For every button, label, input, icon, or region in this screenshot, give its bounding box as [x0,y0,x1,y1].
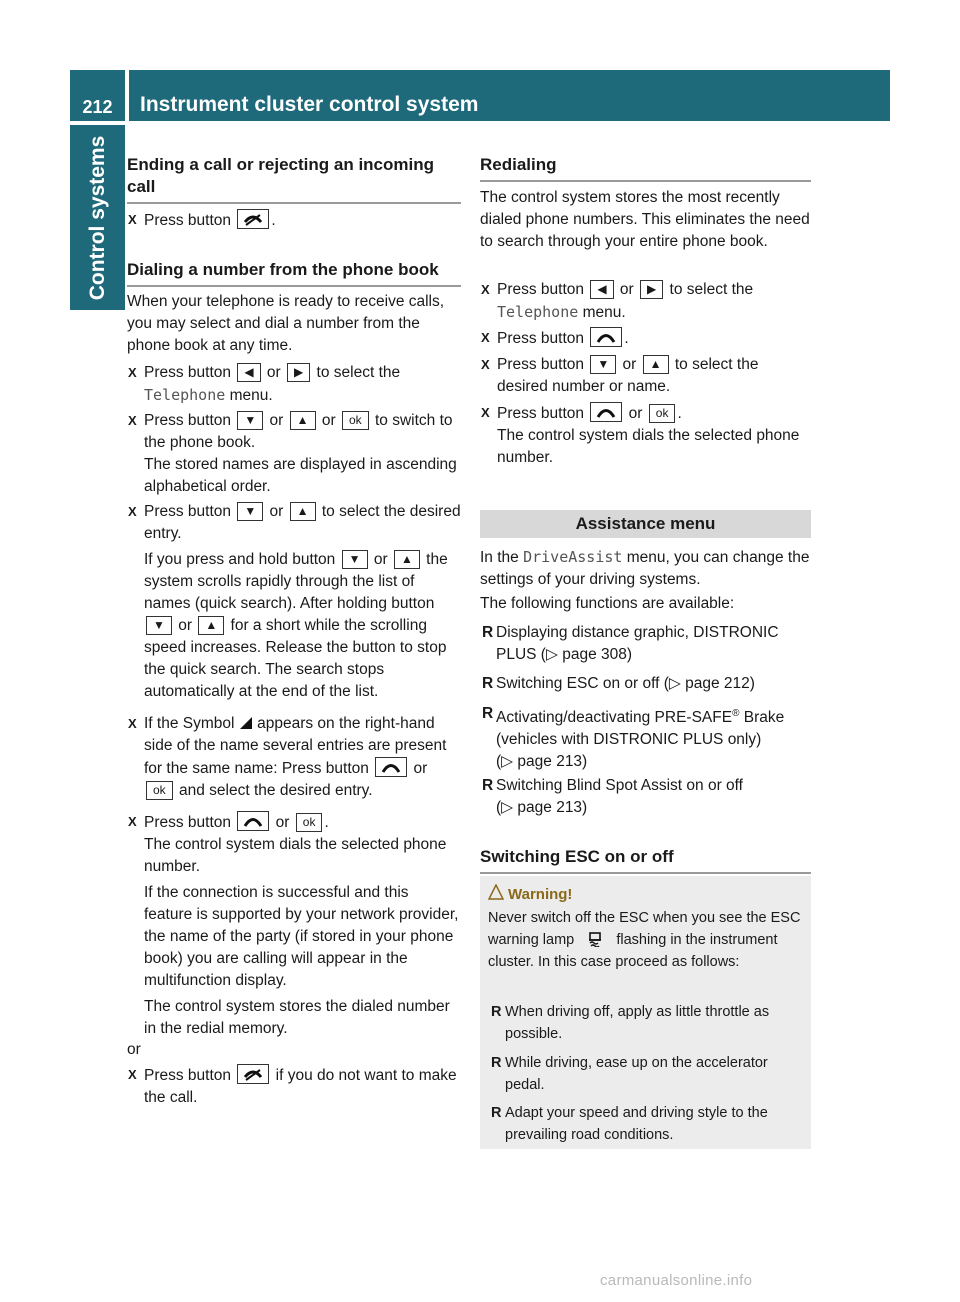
left-arrow-key-icon: ◀ [590,280,613,299]
section-tab-label: Control systems [85,135,109,300]
right-arrow-key-icon: ▶ [640,280,663,299]
warning-bullet: R While driving, ease up on the accelerator pedal. [488,1052,806,1096]
ok-key-icon: ok [342,411,369,430]
up-key-icon: ▲ [198,616,224,635]
redial-step-telephone-menu: X Press button ◀ or ▶ to select the Telephone menu. [481,281,754,321]
bullet-icon: R [491,1004,502,1020]
driveassist-menu-label: DriveAssist [523,548,623,566]
bullet-icon: R [491,1055,502,1071]
function-pre-safe-brake: R Activating/deactivating PRE-SAFE® Brake (vehicles with DISTRONIC PLUS only) (▷ page 213) [482,705,785,771]
step-cancel-call: X Press button if you do not want to make the call. [127,1064,461,1109]
section-tab [70,125,125,310]
page-ref-icon: ▷ [545,646,558,663]
page-number: 212 [70,70,125,121]
step-arrow-icon: X [128,365,137,380]
step-select-telephone-menu: X Press button ◀ or ▶ to select the Telephone menu. [128,364,401,404]
warning-text: Never switch off the ESC when you see the ESC warning lamp flashing in the instrument cluster. In this case proceed as follows: [488,910,801,970]
page-ref-icon: ▷ [501,753,514,771]
redial-step-dial: X Press button or ok . The control system dials the selected phone number. [480,402,811,469]
esc-warning-lamp-icon [581,931,609,947]
or-separator: or [127,1041,141,1058]
function-distance-graphic: R Displaying distance graphic, DISTRONIC PLUS (▷ page 308) [482,624,779,663]
heading-dialing-phonebook: Dialing a number from the phone book [127,259,461,287]
page-header-title: Instrument cluster control system [129,70,890,121]
redial-step-select-number: X Press button ▼ or ▲ to select the desired number or name. [481,356,759,395]
call-icon [237,811,269,831]
call-icon [375,757,407,777]
bullet-icon: R [482,777,494,794]
redialing-intro: The control system stores the most recently dialed phone numbers. This eliminates the need to search through your entire phone book. [480,189,810,250]
step-arrow-icon: X [481,405,490,420]
down-key-icon: ▼ [590,355,616,374]
step-arrow-icon: X [128,212,137,227]
up-key-icon: ▲ [394,550,420,569]
end-call-icon [237,1064,269,1084]
step-switch-phonebook: X Press button ▼ or ▲ or ok to switch to the phone book. The stored names are displayed in ascending alphabetical order. [128,412,457,495]
function-esc: R Switching ESC on or off (▷ page 212) [480,673,811,695]
step-arrow-icon: X [128,1067,137,1082]
phonebook-intro: When your telephone is ready to receive calls, you may select and dial a number from the phone book at any time. [127,293,445,354]
step-end-call: X Press button . [127,209,461,232]
call-icon [590,402,622,422]
up-key-icon: ▲ [290,502,316,521]
up-key-icon: ▲ [643,355,669,374]
step-arrow-icon: X [128,814,137,829]
page-ref-icon: ▷ [668,675,681,692]
page-ref-icon: ▷ [501,799,514,816]
step-dial-number: X Press button or ok . The control system dials the selected phone number. If the connection is successful and this feature is supported by your network provider, the name of the party (if stored in your phone book) you are calling will appear in the multifunction display. The control system stores the dialed number in the redial memory. [127,811,461,1040]
warning-triangle-icon [488,884,504,900]
assistance-intro: In the DriveAssist menu, you can change the settings of your driving systems. [480,548,810,588]
functions-available: The following functions are available: [480,595,735,612]
step-arrow-icon: X [128,716,137,731]
ok-key-icon: ok [649,404,676,423]
step-select-entry: X Press button ▼ or ▲ to select the desired entry. If you press and hold button ▼ or ▲ the system scrolls rapidly through the list of names (quick search). After holding button ▼ or ▲ for a short while the scrolling speed increases. Release the button to stop the quick search. The search stops automatically at the end of the list. [128,503,461,700]
warning-bullet: R When driving off, apply as little throttle as possible. [488,1001,806,1045]
call-icon [590,327,622,347]
telephone-menu-label: Telephone [497,303,579,321]
heading-switching-esc: Switching ESC on or off [480,846,811,874]
bullet-icon: R [482,675,494,692]
warning-title: Warning! [508,886,573,903]
down-key-icon: ▼ [342,550,368,569]
right-arrow-key-icon: ▶ [287,363,310,382]
heading-redialing: Redialing [480,154,811,182]
step-multiple-entries: X If the Symbol appears on the right-hand side of the name several entries are present for the same name: Press button or ok and select the desired entry. [128,715,447,799]
down-key-icon: ▼ [237,502,263,521]
up-key-icon: ▲ [290,411,316,430]
warning-box [480,876,811,1149]
step-arrow-icon: X [128,504,137,519]
bullet-icon: R [482,705,494,722]
down-key-icon: ▼ [146,616,172,635]
assistance-menu-heading: Assistance menu [480,510,811,538]
redial-step-press-call: X Press button . [480,327,811,350]
function-blind-spot-assist: R Switching Blind Spot Assist on or off (▷ page 213) [482,777,743,816]
watermark: carmanualsonline.info [600,1272,753,1289]
multiple-entries-triangle-icon [239,716,253,730]
down-key-icon: ▼ [237,411,263,430]
step-arrow-icon: X [481,330,490,345]
step-arrow-icon: X [128,413,137,428]
ok-key-icon: ok [146,781,173,800]
warning-bullet: R Adapt your speed and driving style to the prevailing road conditions. [488,1102,806,1146]
bullet-icon: R [491,1105,502,1121]
bullet-icon: R [482,624,494,641]
end-call-icon [237,209,269,229]
ok-key-icon: ok [296,813,323,832]
step-arrow-icon: X [481,282,490,297]
telephone-menu-label: Telephone [144,386,226,404]
heading-ending-call: Ending a call or rejecting an incoming call [127,154,461,204]
step-arrow-icon: X [481,357,490,372]
left-arrow-key-icon: ◀ [237,363,260,382]
